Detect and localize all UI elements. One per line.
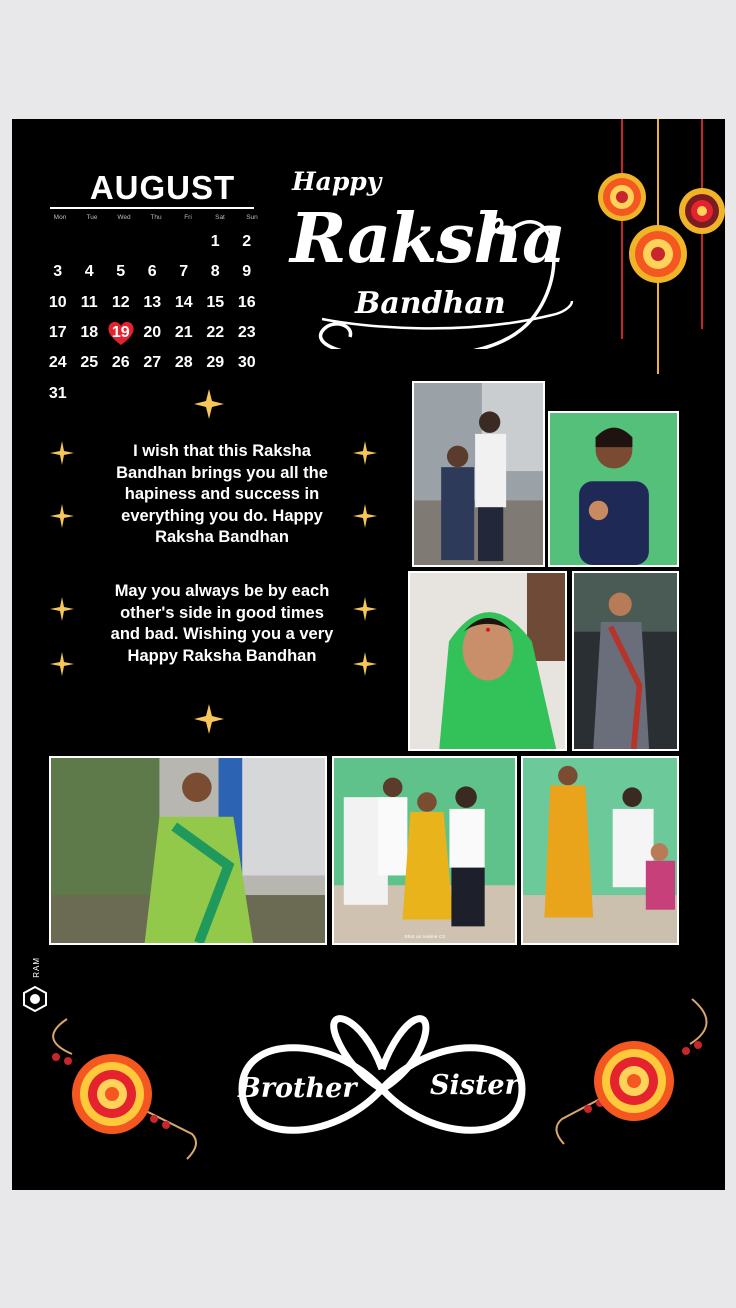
calendar-day: 22 — [206, 324, 225, 342]
calendar-day: 25 — [80, 354, 99, 372]
weekday-label: Tue — [86, 214, 98, 221]
wish-message-1: I wish that this Raksha Bandhan brings you all the hapiness and success in everything you do. Happy Raksha Bandhan — [116, 442, 328, 546]
title-flourish — [292, 169, 592, 349]
calendar-day: 16 — [237, 293, 256, 311]
calendar-day: 18 — [80, 324, 99, 342]
sparkle-icon — [353, 597, 377, 621]
sparkle-icon — [50, 504, 74, 528]
calendar-day: 8 — [210, 263, 220, 281]
rakhi-icon — [592, 119, 725, 379]
weekday-label: Fri — [184, 214, 192, 221]
calendar-days — [42, 227, 272, 409]
photo-woman-saree-selfie — [408, 571, 567, 751]
photo-caption: Shot on realme C3 — [404, 935, 446, 941]
calendar-day: 15 — [206, 293, 225, 311]
calendar-day: 29 — [206, 354, 225, 372]
calendar-day-number: 19 — [111, 324, 130, 342]
label-sister: Sister — [430, 1070, 519, 1101]
sparkle-icon — [194, 704, 224, 734]
greeting-card — [12, 119, 725, 1190]
calendar-day: 10 — [48, 293, 67, 311]
rakhi-icon — [522, 989, 722, 1169]
calendar-day-highlighted — [105, 318, 137, 348]
calendar-day: 3 — [53, 263, 63, 281]
calendar-day: 14 — [174, 293, 193, 311]
logo-text: RAM — [32, 957, 41, 978]
photo-family-seated — [332, 756, 517, 945]
wish-message-2: May you always be by each other's side in good times and bad. Wishing you a very Happy Raksha Bandhan — [110, 582, 334, 665]
sparkle-icon — [50, 441, 74, 465]
title-happy: Happy — [292, 167, 382, 196]
weekday-label: Sun — [246, 214, 258, 221]
sparkle-icon — [50, 597, 74, 621]
calendar-day: 28 — [174, 354, 193, 372]
weekday-label: Wed — [117, 214, 131, 221]
calendar-day: 4 — [84, 263, 94, 281]
calendar-day: 26 — [111, 354, 130, 372]
sparkle-icon — [353, 441, 377, 465]
calendar-day: 27 — [143, 354, 162, 372]
photo-couple — [412, 381, 545, 567]
calendar-day: 24 — [48, 354, 67, 372]
photo-family-ritual — [521, 756, 679, 945]
calendar-day: 23 — [237, 324, 256, 342]
calendar-month: AUGUST — [89, 169, 236, 206]
calendar-day: 1 — [210, 233, 220, 251]
calendar-day: 20 — [143, 324, 162, 342]
calendar-day: 7 — [179, 263, 189, 281]
rakhi-icon — [42, 999, 242, 1179]
calendar-day: 12 — [111, 293, 130, 311]
calendar-day: 17 — [48, 324, 67, 342]
title-raksha: Raksha — [290, 199, 566, 279]
calendar-day: 30 — [237, 354, 256, 372]
weekday-label: Sat — [215, 214, 225, 221]
calendar-day: 13 — [143, 293, 162, 311]
calendar-day: 9 — [242, 263, 252, 281]
calendar-day: 11 — [80, 293, 98, 311]
calendar-day: 5 — [116, 263, 126, 281]
title-bandhan: Bandhan — [355, 286, 506, 321]
photo-woman-standing — [572, 571, 679, 751]
calendar-divider — [50, 207, 254, 209]
sparkle-icon — [50, 652, 74, 676]
calendar-day: 31 — [48, 384, 67, 402]
weekday-label: Mon — [53, 214, 67, 221]
sparkle-icon — [353, 652, 377, 676]
calendar-day: 2 — [242, 233, 252, 251]
weekday-label: Thu — [150, 214, 162, 221]
sparkle-icon — [353, 504, 377, 528]
calendar-day: 21 — [174, 324, 193, 342]
photo-woman-green-wall — [548, 411, 679, 567]
calendar-weekdays — [44, 214, 269, 221]
label-brother: Brother — [238, 1073, 357, 1104]
photo-woman-garden — [49, 756, 327, 945]
calendar-day: 6 — [147, 263, 157, 281]
